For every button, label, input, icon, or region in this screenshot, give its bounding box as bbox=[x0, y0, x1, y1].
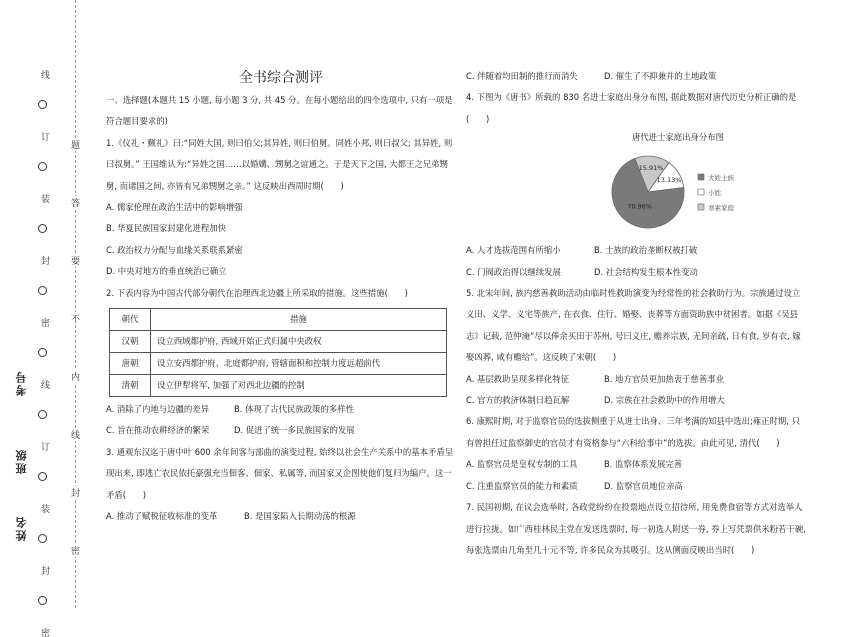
q6-option-c[interactable]: C. 注重监察官员的能力和素质 bbox=[466, 480, 578, 491]
binding-mark-text: 订 bbox=[39, 442, 49, 451]
binding-inner-text: 题 bbox=[71, 138, 80, 151]
q4-option-d[interactable]: D. 社会结构发生根本性变动 bbox=[594, 266, 698, 277]
q5-option-d[interactable]: D. 宗族在社会救助中的作用增大 bbox=[604, 395, 725, 406]
q5-options-row-1 bbox=[466, 369, 808, 390]
banji-label: 班级 bbox=[15, 448, 28, 474]
table-header-row bbox=[110, 309, 447, 331]
q6-option-d[interactable]: D. 监察官员地位亲高 bbox=[604, 480, 683, 491]
q6-option-b[interactable]: B. 监察体系发展完善 bbox=[604, 459, 683, 470]
binding-hole-circle bbox=[38, 224, 47, 233]
table-cell: 汉朝 bbox=[110, 331, 151, 353]
page-title: 全书综合测评 bbox=[239, 70, 323, 86]
question-1: 1.《仪礼・觐礼》曰:“同姓大国, 则曰伯父;其异姓, 则曰伯舅。同姓小邦, 则曰叔父; 其异姓, 则曰叔舅。” 王国维认为:“异姓之国……以婚媾、甥舅之谊通之。于是天下之国, 大都王之兄弟甥舅, 而诸国之间, 亦皆有兄弟甥舅之亲。” 这反映出西周时期( ) bbox=[106, 137, 453, 191]
binding-hole-circle bbox=[38, 596, 47, 605]
chart-title: 唐代进士家庭出身分布图 bbox=[631, 132, 725, 143]
pie-data-label: 13.13% bbox=[656, 176, 682, 185]
binding-mark-text: 订 bbox=[39, 132, 49, 141]
binding-hole-circle bbox=[38, 410, 47, 419]
q2-options-row-1 bbox=[106, 399, 456, 420]
table-row bbox=[110, 353, 447, 375]
binding-inner-text: 密 bbox=[71, 544, 80, 557]
binding-mark-text: 封 bbox=[39, 256, 49, 265]
binding-hole-circle bbox=[38, 348, 47, 357]
q3-option-a[interactable]: A. 推动了赋税征收标准的变革 bbox=[106, 511, 218, 522]
binding-hole-circle bbox=[38, 100, 47, 109]
q6-options-row-2 bbox=[466, 476, 808, 497]
legend-label: 大姓士族 bbox=[708, 174, 734, 183]
q5-option-b[interactable]: B. 地方官员更加热衷于慈善事业 bbox=[604, 373, 724, 384]
question-2: 2. 下表内容为中国古代部分朝代在治理西北边疆上所采取的措施。这些措施( ) bbox=[106, 287, 408, 298]
binding-inner-text: 封 bbox=[71, 486, 80, 499]
section-intro: 一、选择题(本题共 15 小题, 每小题 3 分, 共 45 分。在每小题给出的四个选项中, 只有一项是符合题目要求的) bbox=[106, 95, 453, 127]
binding-inner-text: 要 bbox=[71, 254, 80, 267]
binding-hole-circle bbox=[38, 162, 47, 171]
binding-mark-text: 装 bbox=[39, 504, 49, 513]
question-3: 3. 通观东汉迄于唐中叶 600 余年间客与部曲的演变过程, 始终以社会生产关系中的基本矛盾呈现出来, 即逃亡农民依托豪强充当佃客、佃家、私属等, 而国家又企图使他们复归为编户。这一矛盾( ) bbox=[106, 446, 454, 500]
q4-option-c[interactable]: C. 门阀政治得以继续发展 bbox=[466, 266, 561, 277]
q1-option-b[interactable]: B. 华夏民族国家封建化进程加快 bbox=[106, 223, 226, 234]
binding-hole-circle bbox=[38, 534, 47, 543]
q2-option-b[interactable]: B. 体现了古代民族政策的多样性 bbox=[234, 404, 354, 415]
q2-option-a[interactable]: A. 消除了内地与边疆的差异 bbox=[106, 404, 210, 415]
pie-data-label: 70.96% bbox=[627, 202, 653, 211]
q6-options-row-1 bbox=[466, 454, 808, 475]
right-column bbox=[466, 66, 808, 561]
legend-swatch bbox=[698, 189, 704, 195]
binding-mark-text: 密 bbox=[39, 628, 49, 637]
q3-options-row-2 bbox=[466, 66, 808, 87]
binding-hole-circle bbox=[38, 472, 47, 481]
table-cell: 设立西域都护府, 西域开始正式归属中央政权 bbox=[151, 331, 447, 353]
binding-mark-text: 封 bbox=[39, 566, 49, 575]
table-cell: 清朝 bbox=[110, 375, 151, 397]
q3-option-c[interactable]: C. 伴随着均田制的推行而消失 bbox=[466, 71, 578, 81]
binding-inner-text: 内 bbox=[71, 370, 80, 383]
kaohao-label: 考号 bbox=[15, 370, 28, 396]
binding-inner-text: 不 bbox=[71, 312, 80, 325]
legend-swatch bbox=[698, 204, 704, 210]
legend-label: 寒素家庭 bbox=[708, 204, 734, 213]
binding-mark-text: 密 bbox=[39, 318, 49, 327]
table-row bbox=[110, 331, 447, 353]
q2-options-row-2 bbox=[106, 420, 456, 441]
q3-option-d[interactable]: D. 催生了不抑兼并的土地政策 bbox=[604, 71, 717, 81]
q4-option-a[interactable]: A. 人才选拔范围有所缩小 bbox=[466, 245, 561, 256]
xingming-label: 姓名 bbox=[15, 515, 28, 541]
q4-options-row-2 bbox=[466, 262, 808, 283]
q2-option-d[interactable]: D. 促进了统一多民族国家的发展 bbox=[234, 425, 355, 436]
q5-option-c[interactable]: C. 官方的救济体制日趋瓦解 bbox=[466, 395, 570, 406]
table-header-cell: 朝代 bbox=[110, 309, 151, 331]
q2-option-c[interactable]: C. 旨在推动农耕经济的繁荣 bbox=[106, 425, 210, 436]
pie-chart bbox=[528, 130, 828, 240]
question-4: 4. 下图为《唐书》所载的 830 名进士家庭出身分布图, 据此数据对唐代历史分析正确的是( ) bbox=[466, 92, 797, 124]
pie-svg bbox=[528, 130, 828, 240]
table-cell: 设立伊犁将军, 加强了对西北边疆的控制 bbox=[151, 375, 447, 397]
q1-option-a[interactable]: A. 儒家伦理在政治生活中的影响增强 bbox=[106, 202, 243, 213]
binding-mark-text: 线 bbox=[39, 70, 49, 79]
binding-mark-text: 装 bbox=[39, 194, 49, 203]
binding-line-inner bbox=[75, 0, 76, 608]
legend-label: 小姓 bbox=[708, 189, 721, 198]
binding-inner-text: 答 bbox=[71, 196, 80, 209]
q3-option-b[interactable]: B. 是国家陷入长期动荡的根源 bbox=[244, 511, 356, 522]
q6-option-a[interactable]: A. 监察官员是皇权专制的工具 bbox=[466, 459, 578, 470]
legend-swatch bbox=[698, 174, 704, 180]
q1-option-d[interactable]: D. 中央对地方的垂直统治已确立 bbox=[106, 266, 227, 277]
pie-data-label: 15.91% bbox=[638, 164, 664, 173]
q4-options-row-1 bbox=[466, 240, 808, 261]
table-cell: 设立安西都护府、北庭都护府, 管辖面积和控制力度远超前代 bbox=[151, 353, 447, 375]
q5-option-a[interactable]: A. 基层救助呈现多样化特征 bbox=[466, 373, 570, 384]
binding-inner-text: 线 bbox=[71, 428, 80, 441]
question-7: 7. 民国初期, 在议会选举时, 各政党纷纷在投票地点设立招待所, 用免费食宿等方式对选举人进行拉拢。如广西桂林民主党在发送选票时, 每一初选人附送一券, 券上写凭票供米粉若干碗, 每张选票由几角至几十元不等, 许多民众为其吸引。这从侧面反映出当时( ) bbox=[466, 502, 806, 555]
q1-option-c[interactable]: C. 政治权力分配与血缘关系联系紧密 bbox=[106, 244, 243, 255]
binding-hole-circle bbox=[38, 286, 47, 295]
table-row bbox=[110, 375, 447, 397]
table-header-cell: 措施 bbox=[151, 309, 447, 331]
q2-table bbox=[109, 308, 447, 397]
left-column bbox=[106, 66, 456, 528]
q3-options-row-1 bbox=[106, 506, 456, 527]
question-5: 5. 北宋年间, 族内慈善救助活动由临时性救助演变为经常性的社会救助行为。宗族通过设立义田、义学、义宅等族产, 在衣食、住行、婚娶、丧葬等方面资助族中贫困者。如据《吴县志》记载, 范仲淹“尽以俸余买田于苏州, 号曰义庄, 赡养宗族, 无间亲疏, 日有食, 岁有衣, 嫁娶凶葬, 咸有赡给”。这反映了宋朝( ) bbox=[466, 288, 801, 363]
table-cell: 唐朝 bbox=[110, 353, 151, 375]
q4-option-b[interactable]: B. 士族的政治垄断权被打破 bbox=[594, 245, 698, 256]
question-6: 6. 康熙时期, 对于监察官员的选拔侧重于从进士出身、三年考满的知县中选出;雍正时期, 只有曾担任过监察御史的官员才有资格参与“六科给事中”的选拔。由此可见, 清代( ) bbox=[466, 416, 800, 448]
q5-options-row-2 bbox=[466, 390, 808, 411]
binding-mark-text: 线 bbox=[39, 380, 49, 389]
